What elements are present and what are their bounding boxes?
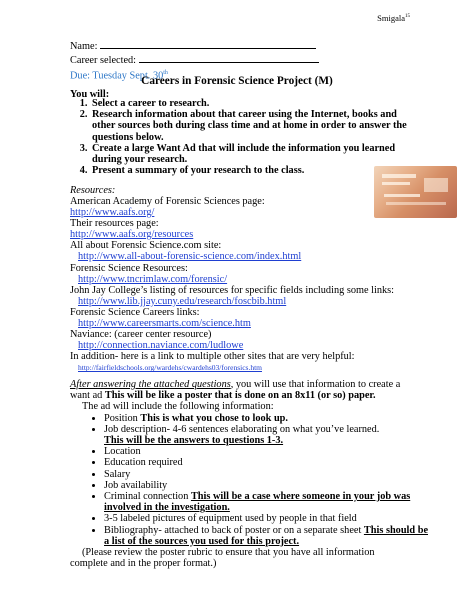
- step-item: 1. Select a career to research.: [90, 98, 420, 109]
- ad-line2-plain: want ad: [70, 390, 105, 402]
- resource-label: John Jay College’s listing of resources for specific fields including some links:: [70, 284, 395, 296]
- steps-list: [70, 98, 420, 176]
- step-item: 2. Research information about that career using the Internet, books and other sources both during class time and at home in order to answer the questions below.: [90, 109, 420, 143]
- review-note-line1: (Please review the poster rubric to ensure that you have all information: [82, 547, 375, 559]
- resource-link[interactable]: http://www.aafs.org/resources: [70, 229, 194, 241]
- list-item: • Education required: [104, 457, 430, 468]
- resource-label: American Academy of Forensic Sciences page:: [70, 196, 265, 207]
- resource-link[interactable]: http://www.lib.jjay.cuny.edu/research/foscbib.html: [78, 295, 287, 307]
- career-field-line[interactable]: [139, 53, 319, 63]
- resource-link[interactable]: http://connection.naviance.com/ludlowe: [78, 340, 244, 352]
- ad-line3: The ad will include the following information:: [82, 401, 274, 413]
- list-item: • Criminal connection This will be a case where someone in your job was involved in the investigation.: [104, 491, 430, 513]
- list-item: • Location: [104, 446, 430, 457]
- ad-line2-bold: This will be like a poster that is done on an 8x11 (or so) paper.: [104, 390, 376, 402]
- resource-label: All about Forensic Science.com site:: [70, 240, 222, 252]
- list-item: • Job availability: [104, 480, 430, 491]
- step-item: 3. Create a large Want Ad that will include the information you learned during your research.: [90, 143, 420, 165]
- resource-link[interactable]: http://www.all-about-forensic-science.com/index.html: [78, 251, 302, 263]
- resource-label: In addition- here is a link to multiple other sites that are very helpful:: [70, 351, 355, 363]
- name-field-line[interactable]: [100, 39, 316, 49]
- review-note-line2: complete and in the proper format.): [70, 558, 217, 570]
- resource-link[interactable]: http://fairfieldschools.org/wardehs/cwardehs03/forensics.htm: [78, 363, 262, 373]
- due-date: Due: Tuesday Sept. 30th: [70, 70, 168, 82]
- ad-intro-underlined: After answering the attached questions: [70, 379, 231, 390]
- you-will-heading: You will:: [70, 89, 110, 100]
- career-label: Career selected:: [70, 55, 137, 66]
- header-author: Smigala: [377, 13, 405, 23]
- page-title: Careers in Forensic Science Project (M): [141, 75, 333, 87]
- page-header: [377, 13, 410, 23]
- list-item: • Bibliography- attached to back of poster or on a separate sheet This should be a list of the sources you used for this project.: [104, 525, 430, 547]
- resources-list: [70, 196, 430, 374]
- list-item: • Job description- 4-6 sentences elaborating on what you’ve learned. This will be the answers to questions 1-3.: [104, 424, 430, 446]
- resource-label: Their resources page:: [70, 218, 159, 230]
- header-page-number: 15: [405, 14, 410, 20]
- step-item: 4. Present a summary of your research to the class.: [90, 165, 420, 176]
- list-item: • 3-5 labeled pictures of equipment used by people in that field: [104, 513, 430, 524]
- list-item: • Salary: [104, 469, 430, 480]
- resource-label: Forensic Science Resources:: [70, 262, 188, 274]
- resource-link[interactable]: http://www.aafs.org/: [70, 207, 155, 219]
- resource-label: Naviance: (career center resource): [70, 329, 212, 341]
- resource-link[interactable]: http://www.careersmarts.com/science.htm: [78, 318, 251, 330]
- resources-heading: Resources:: [70, 185, 116, 196]
- ad-info-list: [70, 413, 430, 547]
- resource-label: Forensic Science Careers links:: [70, 306, 200, 318]
- list-item: • Position This is what you chose to look up.: [104, 413, 430, 424]
- resource-link[interactable]: http://www.tncrimlaw.com/forensic/: [78, 273, 228, 285]
- name-label: Name:: [70, 41, 98, 52]
- want-ad-instructions: [70, 379, 430, 569]
- ad-intro-rest: , you will use that information to create a: [230, 379, 401, 390]
